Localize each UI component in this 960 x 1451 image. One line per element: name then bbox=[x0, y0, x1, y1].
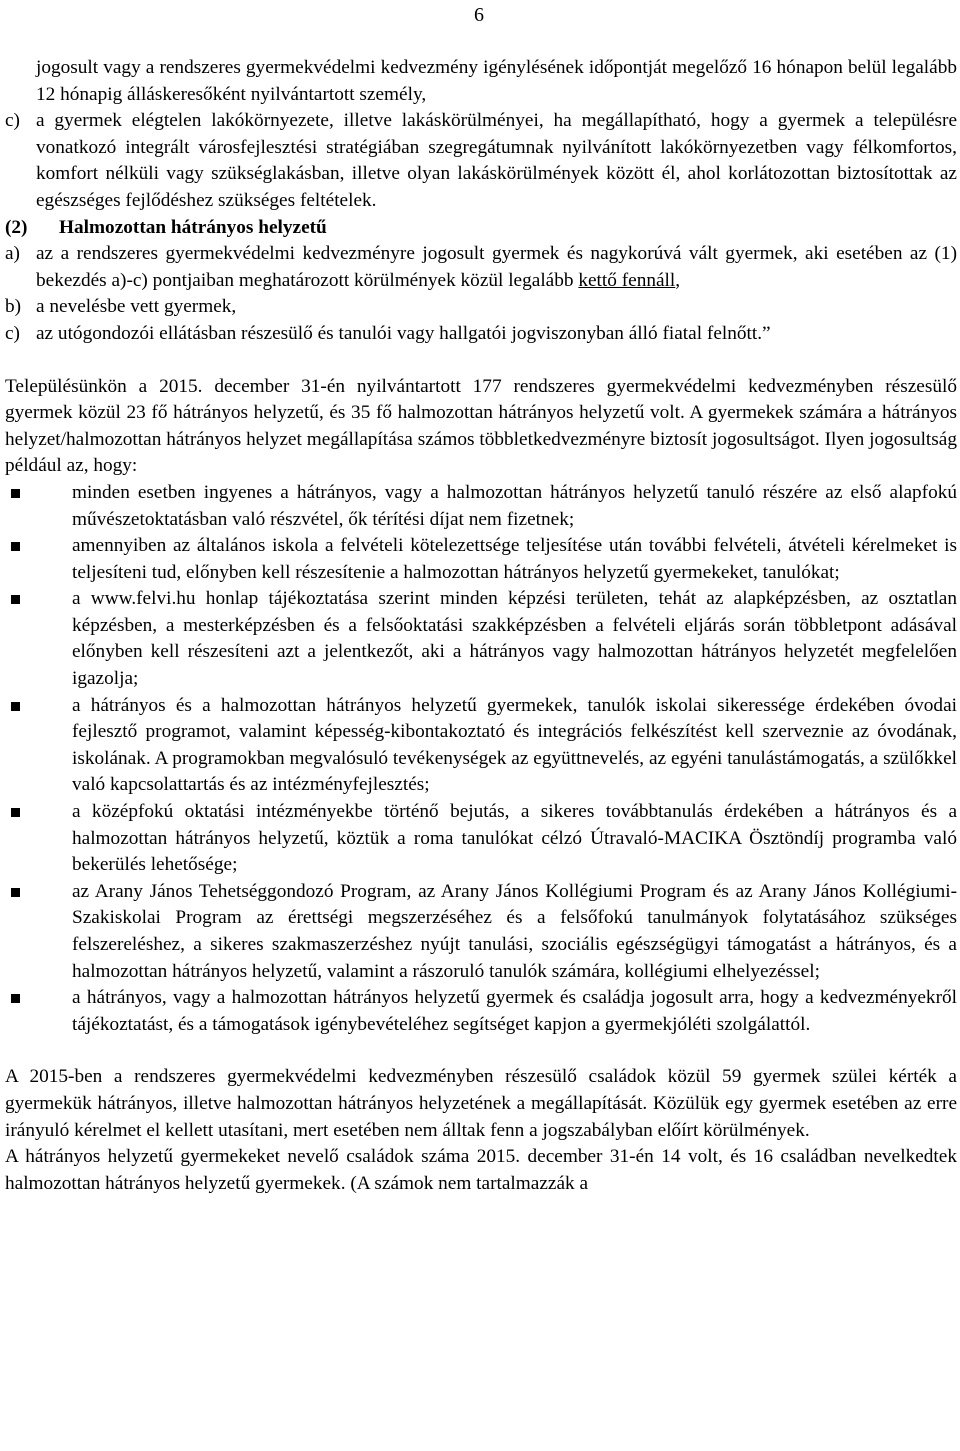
intro-continuation bbox=[5, 55, 957, 108]
intro-text: jogosult vagy a rendszeres gyermekvédelmi kedvezmény igénylésének időpontját megelőző 16 hónapon belül legalább 12 hónapig álláskeresőként nyilvántartott személy, bbox=[36, 57, 957, 105]
item-c-young-adult bbox=[5, 321, 957, 348]
section-heading bbox=[5, 215, 957, 242]
item-c-living-conditions bbox=[5, 108, 957, 214]
item-text: a nevelésbe vett gyermek, bbox=[36, 296, 237, 318]
item-text-end: , bbox=[675, 269, 681, 291]
item-text: az utógondozói ellátásban részesülő és tanulói vagy hallgatói jogviszonyban álló fiatal felnőtt.” bbox=[36, 322, 771, 344]
paragraph-statistics: Településünkön a 2015. december 31-én nyilvántartott 177 rendszeres gyermekvédelmi kedvezményben részesülő gyermek közül 23 fő hátrányos helyzetű, és 35 fő halmozottan hátrányos helyzetű volt. A gyermekek számára a hátrányos helyzet/halmozottan hátrányos helyzet megállapítása számos többletkedvezményre biztosít jogosultságot. Ilyen jogosultság például az, hogy: bbox=[5, 375, 957, 477]
list-item: a www.felvi.hu honlap tájékoztatása szerint minden képzési területen, tehát az alapképzésben, az osztatlan képzésben, a mesterképzésben és a felsőoktatási szakképzésben a felvételi eljárás során többletpont adásával előnyben kell részesíteni azt a jelentkezőt, aki a hátrányos vagy halmozottan hátrányos helyzetét megfelelően igazolja; bbox=[72, 586, 957, 692]
list-item: minden esetben ingyenes a hátrányos, vagy a halmozottan hátrányos helyzetű tanuló részére az első alapfokú művészetoktatásban való részvétel, ők térítési díjat nem fizetnek; bbox=[72, 480, 957, 533]
item-label: c) bbox=[5, 322, 20, 344]
item-label: c) bbox=[5, 110, 20, 132]
paragraph-requests: A 2015-ben a rendszeres gyermekvédelmi kedvezményben részesülő családok közül 59 gyermek szülei kérték a gyermekük hátrányos, illetve halmozottan hátrányos helyzetének a megállapítását. Közülük egy gyermek esetében az erre irányuló kérelmet el kellett utasítani, mert esetében nem álltak fenn a jogszabályban előírt körülmények. bbox=[5, 1066, 957, 1141]
benefits-list bbox=[5, 480, 957, 1038]
list-item: a hátrányos, vagy a halmozottan hátrányos helyzetű gyermek és családja jogosult arra, hogy a kedvezményekről tájékoztatást, és a támogatások igénybevételéhez segítséget kapjon a gyermekjóléti szolgálattól. bbox=[72, 985, 957, 1038]
item-text: az a rendszeres gyermekvédelmi kedvezményre jogosult gyermek és nagykorúvá vált gyermek, aki esetében az (1) bekezdés a)-c) pontjaiban meghatározott körülmények közül legalább bbox=[36, 243, 957, 291]
spacer bbox=[5, 1038, 957, 1064]
list-item: a hátrányos és a halmozottan hátrányos helyzetű gyermekek, tanulók iskolai sikeressége érdekében óvodai fejlesztő programot, valamint képesség-kibontakoztató és integrációs felkészítést kell szerveznie az óvodának, iskolának. A programokban megvalósuló tevékenységek az együttnevelés, az egyéni tanulástámogatás, a szülőkkel való kapcsolattartás és az intézményfejlesztés; bbox=[72, 693, 957, 799]
page-number: 6 bbox=[474, 4, 484, 26]
list-item: amennyiben az általános iskola a felvételi kötelezettsége teljesítése után további felvételi, átvételi kérelmeket is teljesíteni tud, előnyben kell részesítenie a halmozottan hátrányos helyzetű gyermekeket, tanulókat; bbox=[72, 533, 957, 586]
document-body bbox=[5, 55, 957, 1197]
item-text: a gyermek elégtelen lakókörnyezete, illetve lakáskörülményei, ha megállapítható, hogy a gyermek a településre vonatkozó integrált városfejlesztési stratégiában szegregátumnak nyilvánított lakókörnyezetben vagy félkomfortos, komfort nélküli vagy szükséglakásban, illetve olyan lakáskörülmények között él, ahol korlátozottan biztosítottak az egészséges fejlődéshez szükséges feltételek. bbox=[36, 110, 957, 211]
item-b-foster-child bbox=[5, 294, 957, 321]
section-title: Halmozottan hátrányos helyzetű bbox=[59, 216, 327, 238]
underlined-text: kettő fennáll bbox=[578, 269, 676, 291]
list-item: az Arany János Tehetséggondozó Program, az Arany János Kollégiumi Program és az Arany János Kollégiumi-Szakiskolai Program az érettségi megszerzéséhez és a felsőfokú tanulmányok folytatásához szükséges felszereléshez, a sikeres szakmaszerzéshez nyújt tanulási, szociális egészségügyi támogatást a hátrányos, és a halmozottan hátrányos helyzetű, valamint a rászoruló tanulók számára, kollégiumi elhelyezéssel; bbox=[72, 879, 957, 985]
paragraph-families: A hátrányos helyzetű gyermekeket nevelő családok száma 2015. december 31-én 14 volt, és 16 családban nevelkedtek halmozottan hátrányos helyzetű gyermekek. (A számok nem tartalmazzák a bbox=[5, 1146, 957, 1194]
spacer bbox=[5, 348, 957, 374]
item-label: a) bbox=[5, 243, 20, 265]
list-item: a középfokú oktatási intézményekbe történő bejutás, a sikeres továbbtanulás érdekében a hátrányos és a halmozottan hátrányos helyzetű, köztük a roma tanulókat célzó Útravaló-MACIKA Ösztöndíj programba való bekerülés lehetősége; bbox=[72, 799, 957, 879]
section-number: (2) bbox=[5, 216, 28, 238]
item-label: b) bbox=[5, 296, 22, 318]
item-a-multiply-disadvantaged bbox=[5, 241, 957, 294]
